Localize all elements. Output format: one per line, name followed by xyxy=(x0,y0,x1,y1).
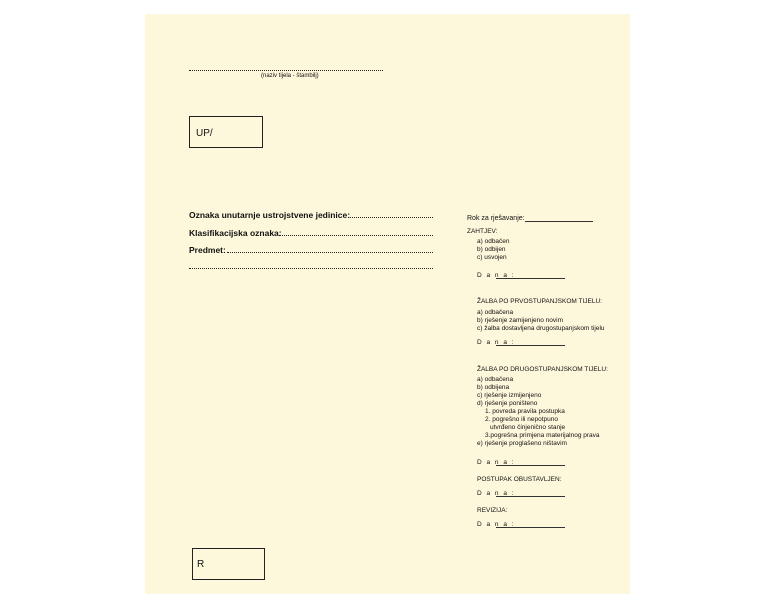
oznaka-line[interactable] xyxy=(350,217,433,218)
up-box[interactable] xyxy=(189,116,263,148)
drugostupanjsko-item-e: e) rješenje proglašeno ništavim xyxy=(477,440,567,447)
drugostupanjsko-item-a: a) odbačena xyxy=(477,376,514,383)
r-box[interactable] xyxy=(192,548,265,580)
drugostupanjsko-item-d3: 3.pogrešna primjena materijalnog prava xyxy=(485,432,600,439)
drugostupanjsko-item-b: b) odbijena xyxy=(477,384,510,391)
rok-line[interactable] xyxy=(525,221,593,222)
revizija-title: REVIZIJA: xyxy=(477,507,508,514)
stamp-caption: (naziv tijela - štambilj) xyxy=(261,73,319,79)
prvostupanjsko-title: ŽALBA PO PRVOSTUPANJSKOM TIJELU: xyxy=(477,298,602,305)
drugostupanjsko-item-c: c) rješenje izmijenjeno xyxy=(477,392,542,399)
zahtjev-item-a: a) odbačen xyxy=(477,238,510,245)
obustavljen-dana-label: D a n a : xyxy=(477,490,516,497)
prvostupanjsko-item-b: b) rješenje zamijenjeno novim xyxy=(477,317,563,324)
predmet-line[interactable] xyxy=(227,252,433,253)
zahtjev-dana-line[interactable] xyxy=(496,278,565,279)
zahtjev-item-c: c) usvojen xyxy=(477,254,507,261)
drugostupanjsko-item-d: d) rješenje poništeno xyxy=(477,400,538,407)
predmet-line-2[interactable] xyxy=(189,268,433,269)
drugostupanjsko-item-d2-cont: utvrđeno činjenično stanje xyxy=(490,424,566,431)
document-sheet xyxy=(145,14,630,594)
rok-label: Rok za rješavanje: xyxy=(467,215,525,222)
drugostupanjsko-item-d2: 2. pogrešno ili nepotpuno xyxy=(485,416,559,423)
klasifikacijska-line[interactable] xyxy=(279,235,433,236)
drugostupanjsko-dana-line[interactable] xyxy=(496,465,565,466)
stamp-line xyxy=(189,70,383,71)
drugostupanjsko-title: ŽALBA PO DRUGOSTUPANJSKOM TIJELU: xyxy=(477,366,608,373)
revizija-dana-label: D a n a : xyxy=(477,521,516,528)
klasifikacijska-label: Klasifikacijska oznaka: xyxy=(189,228,282,238)
prvostupanjsko-item-c: c) žalba dostavljena drugostupanjskom tijelu xyxy=(477,325,605,332)
obustavljen-title: POSTUPAK OBUSTAVLJEN: xyxy=(477,476,562,483)
prvostupanjsko-item-a: a) odbačena xyxy=(477,309,514,316)
oznaka-label: Oznaka unutarnje ustrojstvene jedinice: xyxy=(189,210,351,220)
zahtjev-item-b: b) odbijen xyxy=(477,246,506,253)
drugostupanjsko-item-d1: 1. povreda pravila postupka xyxy=(485,408,565,415)
prvostupanjsko-dana-label: D a n a : xyxy=(477,339,516,346)
up-box-label: UP/ xyxy=(196,128,213,139)
zahtjev-title: ZAHTJEV: xyxy=(467,228,498,235)
r-box-label: R xyxy=(197,559,205,570)
revizija-dana-line[interactable] xyxy=(496,527,565,528)
predmet-label: Predmet: xyxy=(189,245,226,255)
obustavljen-dana-line[interactable] xyxy=(496,496,565,497)
zahtjev-dana-label: D a n a : xyxy=(477,272,516,279)
drugostupanjsko-dana-label: D a n a : xyxy=(477,459,516,466)
prvostupanjsko-dana-line[interactable] xyxy=(496,345,565,346)
